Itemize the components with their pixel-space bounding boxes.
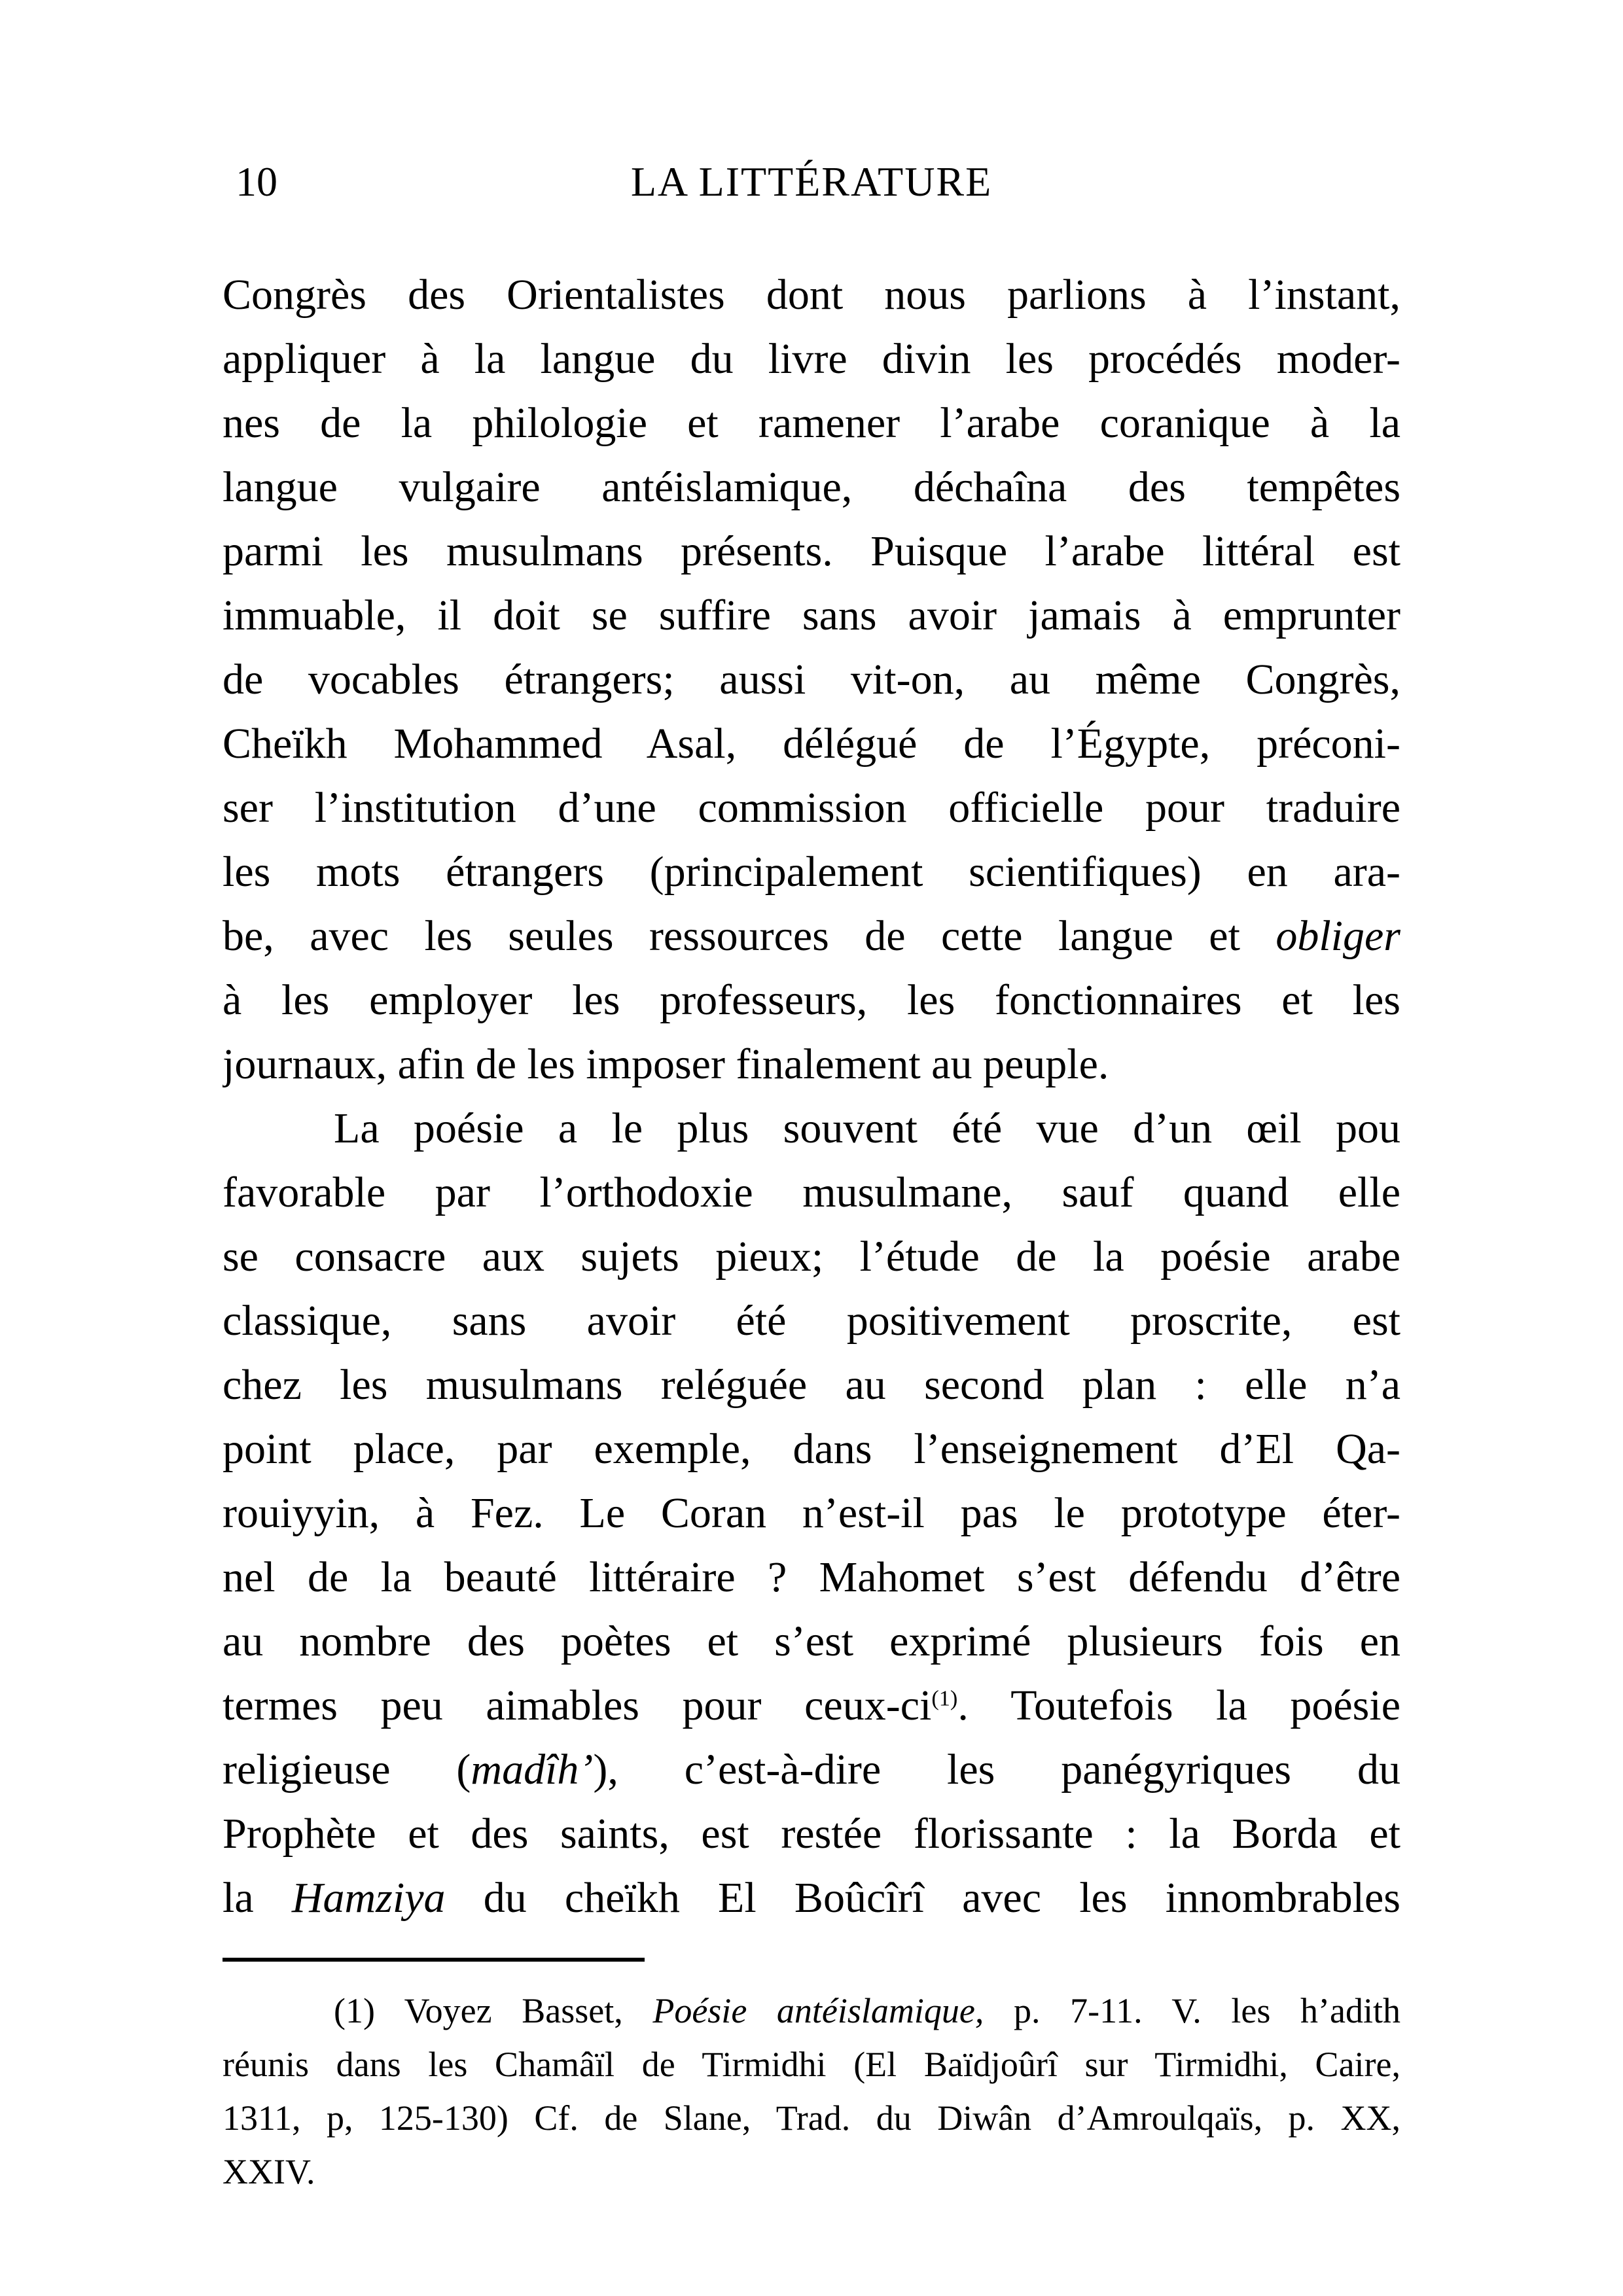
text-line: [223, 904, 1400, 968]
text-segment: au nombre des poètes et s’est exprimé plusieurs fois en: [223, 1617, 1400, 1665]
footnote: [223, 1984, 1400, 2199]
body-text: [223, 263, 1400, 1930]
text-line: [223, 391, 1400, 455]
text-segment: La poésie a le plus souvent été vue d’un œil pou: [334, 1104, 1400, 1152]
text-line: [223, 1225, 1400, 1289]
text-segment: religieuse (: [223, 1746, 471, 1793]
text-line: [223, 1033, 1400, 1097]
text-line: [223, 263, 1400, 327]
text-segment: immuable, il doit se suffire sans avoir jamais à emprunter: [223, 592, 1400, 639]
text-segment: journaux, afin de les imposer finalement au peuple.: [223, 1040, 1109, 1088]
text-line: [223, 2145, 1400, 2199]
text-segment: nel de la beauté littéraire ? Mahomet s’est défendu d’être: [223, 1553, 1400, 1601]
text-segment: Prophète et des saints, est restée florissante : la Borda et: [223, 1810, 1400, 1858]
text-line: [223, 2091, 1400, 2145]
text-line: [223, 2038, 1400, 2091]
text-line: [223, 1481, 1400, 1545]
text-segment: ser l’institution d’une commission officielle pour traduire: [223, 784, 1400, 832]
text-segment: p. 7-11. V. les h’adith: [984, 1991, 1400, 2030]
text-segment: termes peu aimables pour ceux-ci: [223, 1682, 932, 1729]
text-segment: favorable par l’orthodoxie musulmane, sauf quand elle: [223, 1169, 1400, 1216]
text-segment: point place, par exemple, dans l’enseignement d’El Qa-: [223, 1425, 1400, 1473]
text-segment: ), c’est-à-dire les panégyriques du: [593, 1746, 1400, 1793]
text-line: [223, 840, 1400, 904]
text-line: [223, 1097, 1400, 1161]
text-segment: rouiyyin, à Fez. Le Coran n’est-il pas le prototype éter-: [223, 1489, 1400, 1537]
text-segment: Congrès des Orientalistes dont nous parlions à l’instant,: [223, 271, 1400, 319]
text-segment: se consacre aux sujets pieux; l’étude de la poésie arabe: [223, 1233, 1400, 1280]
text-line: [223, 1545, 1400, 1610]
text-line: [223, 648, 1400, 712]
text-segment: (1) Voyez Basset,: [334, 1991, 653, 2030]
text-segment: XXIV.: [223, 2152, 315, 2191]
italic-segment: madîh’: [471, 1746, 594, 1793]
text-line: [223, 1289, 1400, 1353]
text-line: [223, 584, 1400, 648]
text-line: [223, 1802, 1400, 1866]
text-line: [223, 1984, 1400, 2038]
text-segment: les mots étrangers (principalement scientifiques) en ara-: [223, 848, 1400, 896]
text-line: [223, 1738, 1400, 1802]
italic-segment: Poésie antéislamique,: [652, 1991, 984, 2030]
text-segment: . Toutefois la poésie: [957, 1682, 1400, 1729]
text-segment: Cheïkh Mohammed Asal, délégué de l’Égypte, préconi-: [223, 720, 1400, 768]
text-segment: parmi les musulmans présents. Puisque l’arabe littéral est: [223, 527, 1400, 575]
italic-segment: obliger: [1275, 912, 1400, 960]
text-line: [223, 455, 1400, 520]
text-segment: langue vulgaire antéislamique, déchaîna des tempêtes: [223, 463, 1400, 511]
page-number: 10: [236, 158, 277, 205]
text-line: [223, 327, 1400, 391]
footnote-marker: (1): [931, 1686, 958, 1711]
footnote-rule: [223, 1958, 645, 1962]
running-title: LA LITTÉRATURE: [630, 158, 993, 205]
text-segment: 1311, p, 125-130) Cf. de Slane, Trad. du Diwân d’Amroulqaïs, p. XX,: [223, 2098, 1400, 2138]
text-line: [223, 712, 1400, 776]
text-segment: appliquer à la langue du livre divin les procédés moder-: [223, 335, 1400, 383]
text-line: [223, 1161, 1400, 1225]
text-line: [223, 1866, 1400, 1930]
text-line: [223, 968, 1400, 1033]
text-segment: chez les musulmans reléguée au second plan : elle n’a: [223, 1361, 1400, 1409]
text-line: [223, 520, 1400, 584]
italic-segment: Hamziya: [291, 1874, 446, 1922]
text-segment: du cheïkh El Boûcîrî avec les innombrables: [445, 1874, 1400, 1922]
text-line: [223, 776, 1400, 840]
text-segment: de vocables étrangers; aussi vit-on, au même Congrès,: [223, 656, 1400, 703]
text-line: [223, 1610, 1400, 1674]
text-line: [223, 1674, 1400, 1738]
text-segment: la: [223, 1874, 292, 1922]
text-line: [223, 1353, 1400, 1417]
text-segment: réunis dans les Chamâïl de Tirmidhi (El Baïdjoûrî sur Tirmidhi, Caire,: [223, 2045, 1400, 2084]
text-segment: be, avec les seules ressources de cette langue et: [223, 912, 1276, 960]
running-head: [0, 156, 1623, 215]
text-line: [223, 1417, 1400, 1481]
text-segment: à les employer les professeurs, les fonctionnaires et les: [223, 976, 1400, 1024]
text-segment: classique, sans avoir été positivement proscrite, est: [223, 1297, 1400, 1345]
text-segment: nes de la philologie et ramener l’arabe coranique à la: [223, 399, 1400, 447]
